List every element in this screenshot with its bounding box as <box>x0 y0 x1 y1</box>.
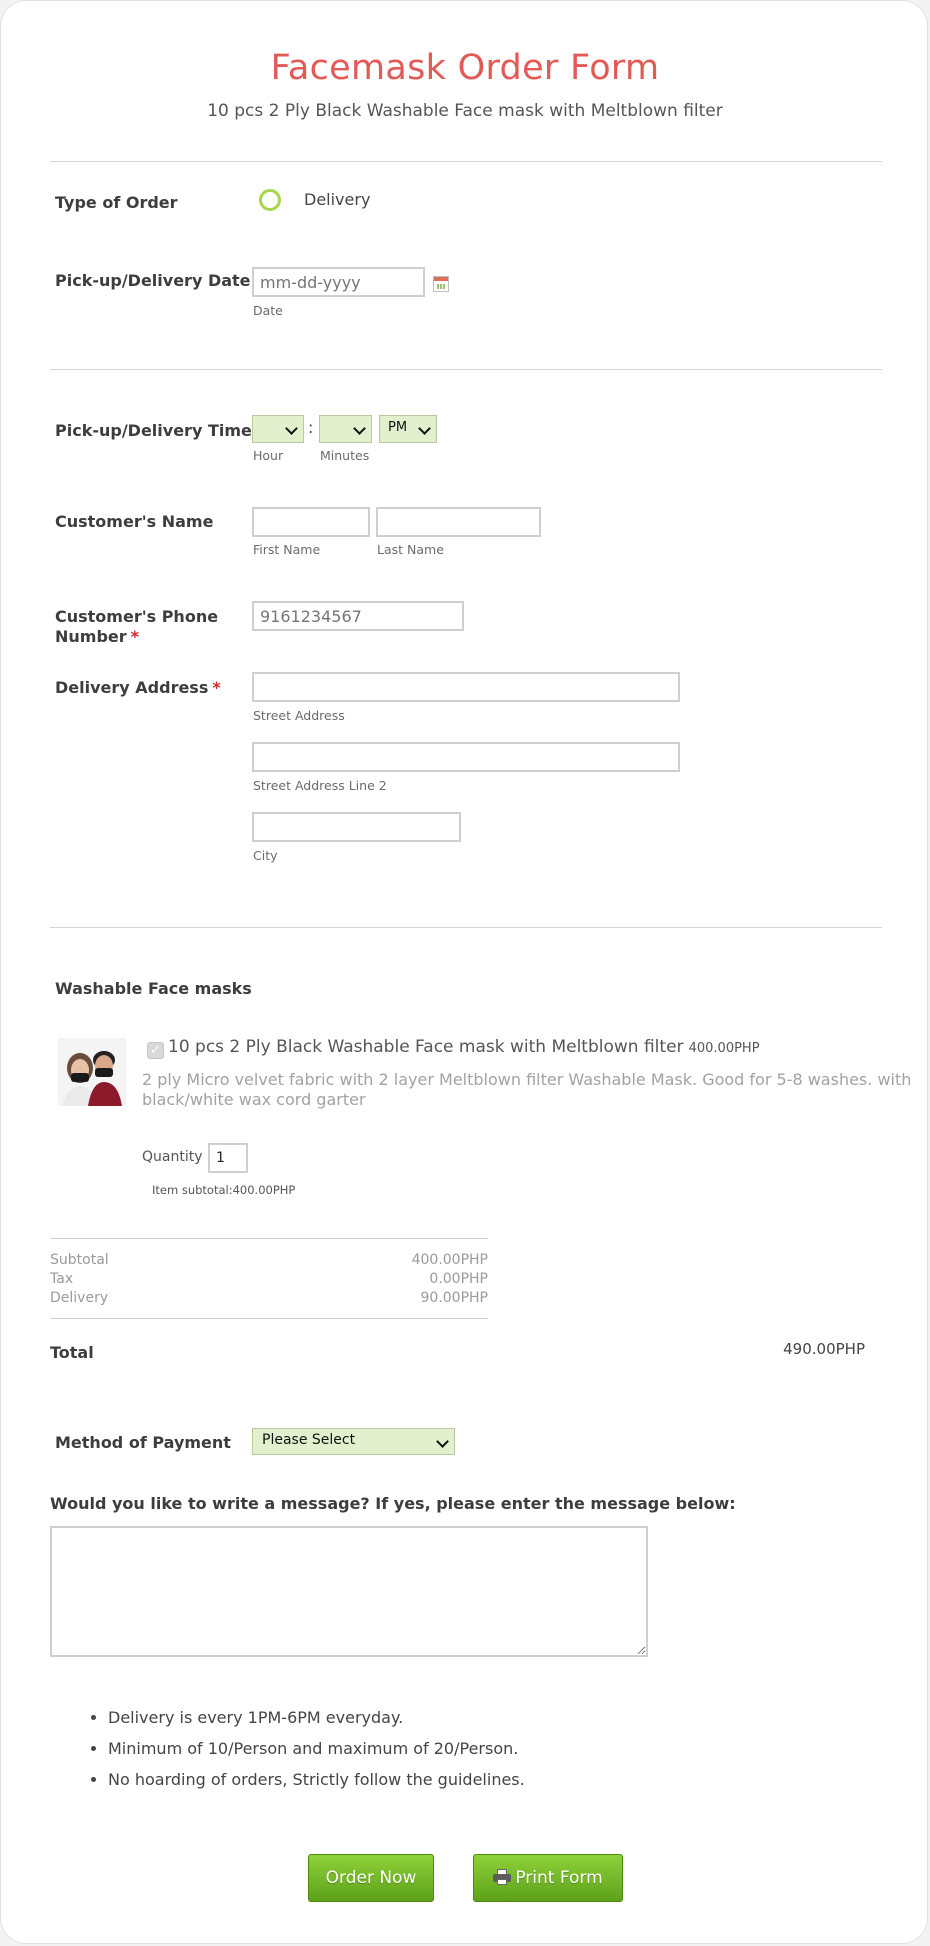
last-name-input[interactable] <box>376 507 541 537</box>
quantity-input[interactable]: 1 <box>208 1143 248 1173</box>
message-label: Would you like to write a message? If yes, please enter the message below: <box>50 1494 736 1513</box>
phone-label <box>55 607 235 647</box>
required-mark: * <box>212 678 221 697</box>
address-label-text: Delivery Address <box>55 678 209 697</box>
last-name-sublabel: Last Name <box>377 542 444 557</box>
phone-label-text: Customer's Phone Number <box>55 607 219 646</box>
product-description: 2 ply Micro velvet fabric with 2 layer Meltblown filter Washable Mask. Good for 5-8 washes. with black/white wax cord garter <box>142 1070 912 1109</box>
required-mark: * <box>130 627 140 646</box>
note-item: • Delivery is every 1PM-6PM everyday. <box>108 1707 844 1728</box>
summary-divider <box>50 1238 488 1239</box>
street-address-line2-input[interactable] <box>252 742 680 772</box>
minute-sublabel: Minutes <box>320 448 370 463</box>
first-name-sublabel: First Name <box>253 542 321 557</box>
divider <box>50 161 882 162</box>
printer-icon <box>493 1869 511 1885</box>
phone-input[interactable] <box>252 601 464 631</box>
tax-value: 0.00PHP <box>429 1271 488 1287</box>
city-sublabel: City <box>253 848 278 863</box>
date-label: Pick-up/Delivery Date <box>55 271 251 290</box>
divider <box>50 369 882 370</box>
product-price: 400.00PHP <box>688 1041 760 1056</box>
delivery-fee-value: 90.00PHP <box>420 1290 488 1306</box>
payment-select-value: Please Select <box>262 1432 356 1448</box>
product-image <box>58 1038 126 1106</box>
quantity-label: Quantity <box>142 1149 203 1165</box>
subtotal-label: Subtotal <box>50 1252 109 1268</box>
form-subtitle: 10 pcs 2 Ply Black Washable Face mask with Meltblown filter <box>207 101 723 121</box>
chevron-down-icon <box>285 422 298 435</box>
item-subtotal: Item subtotal:400.00PHP <box>152 1183 296 1197</box>
delivery-fee-label: Delivery <box>50 1290 109 1306</box>
chevron-down-icon <box>436 1435 449 1448</box>
time-separator: : <box>308 418 314 437</box>
print-form-button[interactable] <box>473 1854 623 1902</box>
first-name-input[interactable] <box>252 507 370 537</box>
hour-sublabel: Hour <box>253 448 284 463</box>
chevron-down-icon <box>353 422 366 435</box>
delivery-radio[interactable] <box>259 189 281 211</box>
date-sublabel: Date <box>253 303 283 318</box>
summary-divider <box>50 1318 488 1319</box>
time-label: Pick-up/Delivery Time <box>55 421 252 440</box>
form-title: Facemask Order Form <box>270 48 660 88</box>
street-address-input[interactable] <box>252 672 680 702</box>
payment-label: Method of Payment <box>55 1433 231 1452</box>
note-item: • No hoarding of orders, Strictly follow the guidelines. <box>108 1769 844 1790</box>
delivery-option-label[interactable]: Delivery <box>304 190 371 209</box>
ampm-select[interactable] <box>379 415 437 443</box>
calendar-icon[interactable] <box>433 276 449 292</box>
products-section-label: Washable Face masks <box>55 979 252 998</box>
tax-label: Tax <box>50 1271 74 1287</box>
minute-select[interactable] <box>319 415 372 443</box>
city-input[interactable] <box>252 812 461 842</box>
street-address-sublabel: Street Address <box>253 708 345 723</box>
product-checkbox[interactable]: ✓ <box>147 1042 164 1059</box>
address-label <box>55 678 221 697</box>
chevron-down-icon <box>418 422 431 435</box>
order-type-label: Type of Order <box>55 193 178 212</box>
product-title <box>168 1037 760 1057</box>
order-now-button[interactable]: Order Now <box>308 1854 434 1902</box>
notes-list <box>84 1707 844 1800</box>
customer-name-label: Customer's Name <box>55 512 214 531</box>
note-item: • Minimum of 10/Person and maximum of 20/Person. <box>108 1738 844 1759</box>
print-form-label: Print Form <box>515 1868 603 1888</box>
divider <box>50 927 882 928</box>
message-textarea[interactable] <box>50 1526 648 1657</box>
date-input[interactable] <box>252 267 425 297</box>
total-label: Total <box>50 1343 94 1362</box>
subtotal-value: 400.00PHP <box>411 1252 488 1268</box>
street-address-line2-sublabel: Street Address Line 2 <box>253 778 387 793</box>
ampm-select-value: PM <box>388 420 408 435</box>
hour-select[interactable] <box>252 415 304 443</box>
product-name: 10 pcs 2 Ply Black Washable Face mask with Meltblown filter <box>168 1037 684 1057</box>
payment-select[interactable] <box>252 1428 455 1455</box>
couple-wearing-face-masks-icon <box>58 1038 126 1106</box>
total-value: 490.00PHP <box>783 1340 865 1358</box>
